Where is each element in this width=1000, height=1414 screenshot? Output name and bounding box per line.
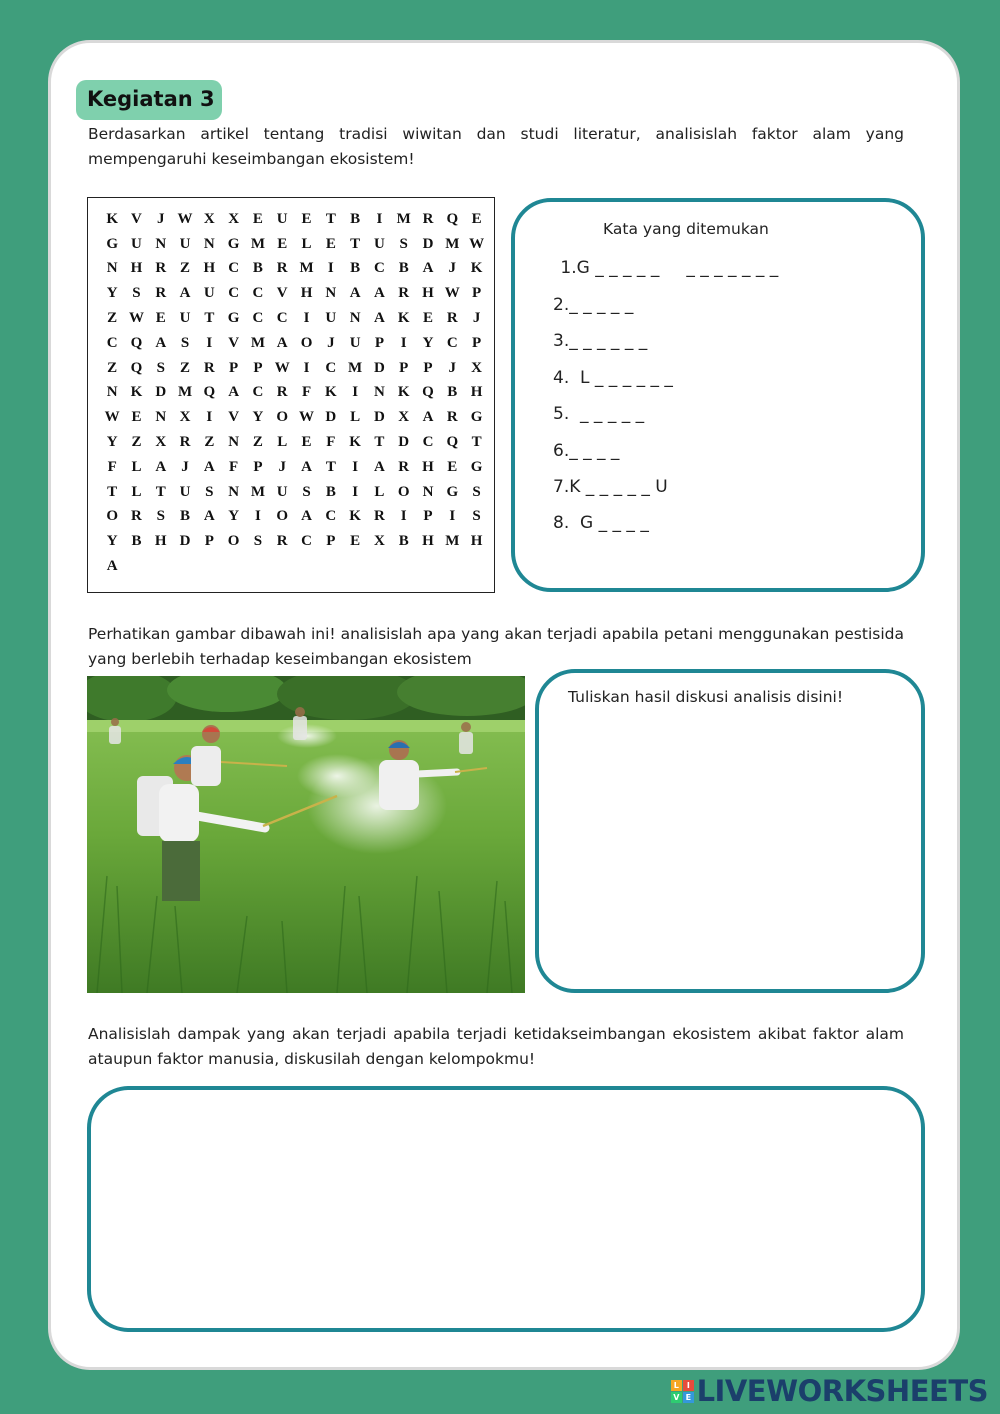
grid-letter[interactable]: I — [327, 260, 334, 277]
word-search-grid[interactable] — [100, 207, 486, 579]
grid-letter[interactable]: K — [397, 310, 410, 327]
grid-letter[interactable]: N — [373, 384, 385, 401]
found-word-8[interactable]: 8. G _ _ _ _ — [553, 513, 649, 533]
grid-letter[interactable]: B — [180, 508, 191, 525]
grid-letter[interactable]: Z — [252, 434, 263, 451]
grid-letter[interactable]: M — [445, 235, 460, 252]
grid-letter[interactable]: D — [373, 359, 385, 376]
grid-letter[interactable]: J — [448, 260, 457, 277]
grid-letter[interactable]: L — [374, 483, 385, 500]
grid-letter[interactable]: G — [446, 483, 459, 500]
grid-letter[interactable]: S — [302, 483, 311, 500]
grid-letter[interactable]: M — [348, 359, 363, 376]
grid-letter[interactable]: E — [350, 533, 361, 550]
grid-letter[interactable]: E — [301, 210, 312, 227]
grid-letter[interactable]: W — [177, 210, 193, 227]
grid-letter[interactable]: Q — [422, 384, 434, 401]
grid-letter[interactable]: M — [250, 235, 266, 252]
grid-letter[interactable]: E — [131, 409, 142, 426]
found-word-1[interactable]: 1.G _ _ _ _ _ _ _ _ _ _ _ _ — [555, 258, 779, 278]
instruction-pesticide: Perhatikan gambar dibawah ini! analisislah apa yang akan terjadi apabila petani menggunakan pestisida yang berlebih terhadap keseimbangan ekosistem — [88, 625, 904, 668]
grid-letter[interactable]: K — [130, 384, 143, 401]
grid-letter[interactable]: B — [350, 210, 361, 227]
activity-title: Kegiatan 3 — [76, 80, 222, 120]
grid-letter[interactable]: T — [325, 210, 336, 227]
grid-letter[interactable]: Y — [106, 434, 118, 451]
found-word-7[interactable]: 7.K _ _ _ _ _ U — [553, 477, 668, 497]
grid-letter[interactable]: Q — [446, 434, 459, 451]
grid-letter[interactable]: N — [106, 384, 118, 401]
grid-letter[interactable]: E — [252, 210, 263, 227]
grid-letter[interactable]: R — [398, 285, 410, 302]
grid-letter[interactable]: U — [349, 334, 361, 351]
grid-letter[interactable]: F — [326, 434, 336, 451]
grid-letter[interactable]: Q — [203, 384, 216, 401]
grid-letter[interactable]: Y — [228, 508, 240, 525]
grid-letter[interactable]: T — [325, 458, 336, 475]
grid-letter[interactable]: T — [155, 483, 166, 500]
grid-letter[interactable]: S — [132, 285, 141, 302]
grid-letter[interactable]: L — [301, 235, 312, 252]
grid-letter[interactable]: I — [206, 409, 213, 426]
grid-letter[interactable]: T — [204, 310, 215, 327]
grid-letter[interactable]: X — [398, 409, 410, 426]
grid-letter[interactable]: I — [303, 359, 310, 376]
grid-letter[interactable]: N — [155, 409, 167, 426]
grid-letter[interactable]: R — [398, 458, 410, 475]
grid-letter[interactable]: S — [205, 483, 214, 500]
grid-letter[interactable]: O — [300, 334, 313, 351]
grid-letter[interactable]: C — [252, 285, 264, 302]
grid-letter[interactable]: N — [228, 483, 240, 500]
grid-letter[interactable]: A — [373, 310, 385, 327]
grid-letter[interactable]: X — [203, 210, 215, 227]
grid-letter[interactable]: O — [227, 533, 240, 550]
grid-letter[interactable]: U — [179, 310, 191, 327]
grid-letter[interactable]: D — [398, 434, 410, 451]
grid-letter[interactable]: N — [325, 285, 337, 302]
grid-letter[interactable]: C — [301, 533, 312, 550]
logo-cube-letter: V — [671, 1392, 682, 1403]
impact-answer-box[interactable] — [87, 1086, 925, 1332]
grid-letter[interactable]: W — [128, 310, 144, 327]
grid-letter[interactable]: H — [422, 533, 434, 550]
grid-letter[interactable]: P — [423, 359, 433, 376]
grid-letter[interactable]: T — [107, 483, 118, 500]
grid-letter[interactable]: G — [106, 235, 118, 252]
grid-letter[interactable]: U — [325, 310, 337, 327]
grid-letter[interactable]: A — [179, 285, 191, 302]
grid-letter[interactable]: G — [470, 409, 483, 426]
grid-letter[interactable]: E — [325, 235, 336, 252]
grid-letter[interactable]: C — [325, 508, 337, 525]
grid-letter[interactable]: K — [349, 434, 361, 451]
grid-letter[interactable]: U — [373, 235, 385, 252]
word-search-puzzle — [87, 197, 495, 593]
grid-letter[interactable]: D — [155, 384, 167, 401]
grid-letter[interactable]: H — [470, 533, 483, 550]
grid-letter[interactable]: E — [471, 210, 482, 227]
grid-letter[interactable]: Z — [107, 359, 118, 376]
grid-letter[interactable]: F — [229, 458, 239, 475]
grid-letter[interactable]: R — [276, 260, 288, 277]
grid-letter[interactable]: G — [227, 310, 240, 327]
grid-letter[interactable]: J — [278, 458, 286, 475]
grid-letter[interactable]: S — [156, 359, 165, 376]
logo-cube-letter: I — [683, 1380, 694, 1391]
grid-letter[interactable]: J — [472, 310, 481, 327]
grid-letter[interactable]: B — [131, 533, 142, 550]
grid-letter[interactable]: A — [106, 558, 118, 575]
grid-letter[interactable]: B — [398, 260, 409, 277]
grid-letter[interactable]: Z — [107, 310, 118, 327]
liveworksheets-logo — [671, 1374, 988, 1408]
grid-letter[interactable]: V — [228, 409, 240, 426]
grid-letter[interactable]: C — [106, 334, 118, 351]
grid-letter[interactable]: G — [470, 458, 483, 475]
grid-letter[interactable]: S — [399, 235, 408, 252]
grid-letter[interactable]: H — [300, 285, 313, 302]
grid-letter[interactable]: P — [204, 533, 214, 550]
grid-letter[interactable]: E — [301, 434, 312, 451]
grid-letter[interactable]: T — [471, 434, 482, 451]
grid-letter[interactable]: I — [376, 210, 383, 227]
grid-letter[interactable]: R — [155, 285, 167, 302]
grid-letter[interactable]: C — [373, 260, 385, 277]
grid-letter[interactable]: M — [250, 483, 266, 500]
grid-letter[interactable]: K — [397, 384, 410, 401]
grid-letter[interactable]: A — [301, 508, 312, 525]
grid-letter[interactable]: J — [448, 359, 457, 376]
grid-letter[interactable]: P — [326, 533, 336, 550]
grid-letter[interactable]: P — [253, 458, 263, 475]
grid-letter[interactable]: H — [422, 285, 434, 302]
grid-letter[interactable]: H — [130, 260, 143, 277]
grid-letter[interactable]: P — [399, 359, 409, 376]
found-word-2[interactable]: 2._ _ _ _ _ — [553, 295, 634, 315]
grid-letter[interactable]: V — [228, 334, 240, 351]
grid-letter[interactable]: B — [447, 384, 458, 401]
grid-letter[interactable]: S — [180, 334, 190, 351]
grid-letter[interactable]: O — [276, 409, 289, 426]
grid-letter[interactable]: L — [131, 483, 142, 500]
grid-letter[interactable]: A — [349, 285, 361, 302]
grid-letter[interactable]: I — [400, 508, 407, 525]
grid-letter[interactable]: U — [179, 483, 191, 500]
grid-letter[interactable]: B — [252, 260, 263, 277]
found-word-5[interactable]: 5. _ _ _ _ _ — [553, 404, 645, 424]
grid-letter[interactable]: Q — [130, 359, 143, 376]
grid-letter[interactable]: S — [253, 533, 263, 550]
grid-letter[interactable]: I — [449, 508, 456, 525]
grid-letter[interactable]: P — [229, 359, 239, 376]
grid-letter[interactable]: Y — [106, 285, 118, 302]
grid-letter[interactable]: D — [325, 409, 337, 426]
grid-letter[interactable]: J — [327, 334, 335, 351]
grid-letter[interactable]: C — [422, 434, 434, 451]
grid-letter[interactable]: U — [276, 483, 288, 500]
grid-letter[interactable]: W — [299, 409, 315, 426]
grid-letter[interactable]: Q — [446, 210, 459, 227]
grid-letter[interactable]: H — [470, 384, 483, 401]
grid-letter[interactable]: T — [374, 434, 385, 451]
logo-cube-letter: L — [671, 1380, 682, 1391]
grid-letter[interactable]: W — [104, 409, 120, 426]
grid-letter[interactable]: M — [299, 260, 314, 277]
grid-letter[interactable]: C — [228, 285, 240, 302]
grid-letter[interactable]: C — [252, 310, 264, 327]
grid-letter[interactable]: Z — [131, 434, 142, 451]
grid-letter[interactable]: O — [106, 508, 118, 525]
grid-letter[interactable]: R — [422, 210, 434, 227]
grid-letter[interactable]: T — [350, 235, 361, 252]
grid-letter[interactable]: W — [469, 235, 485, 252]
grid-letter[interactable]: P — [374, 334, 384, 351]
grid-letter[interactable]: C — [252, 384, 264, 401]
grid-letter[interactable]: R — [276, 533, 288, 550]
grid-letter[interactable]: P — [472, 285, 482, 302]
found-word-3[interactable]: 3._ _ _ _ _ _ — [553, 331, 648, 351]
grid-letter[interactable]: M — [250, 334, 266, 351]
grid-letter[interactable]: H — [422, 458, 434, 475]
grid-letter[interactable]: A — [373, 285, 385, 302]
grid-letter[interactable]: E — [277, 235, 288, 252]
grid-letter[interactable]: R — [155, 260, 167, 277]
grid-letter[interactable]: R — [276, 384, 288, 401]
grid-letter[interactable]: I — [352, 483, 359, 500]
grid-letter[interactable]: U — [179, 235, 191, 252]
grid-letter[interactable]: N — [155, 235, 167, 252]
grid-letter[interactable]: R — [446, 409, 458, 426]
grid-letter[interactable]: P — [253, 359, 263, 376]
found-words-box[interactable] — [511, 198, 925, 592]
grid-letter[interactable]: A — [276, 334, 288, 351]
grid-letter[interactable]: W — [444, 285, 460, 302]
grid-letter[interactable]: X — [155, 434, 167, 451]
grid-letter[interactable]: L — [277, 434, 288, 451]
grid-letter[interactable]: B — [325, 483, 336, 500]
grid-letter[interactable]: Q — [130, 334, 143, 351]
grid-letter[interactable]: R — [179, 434, 191, 451]
grid-letter[interactable]: C — [446, 334, 458, 351]
found-words-title: Kata yang ditemukan — [603, 220, 769, 238]
logo-text: LIVEWORKSHEETS — [696, 1374, 988, 1408]
grid-letter[interactable]: Y — [422, 334, 434, 351]
grid-letter[interactable]: G — [227, 235, 240, 252]
grid-letter[interactable]: N — [203, 235, 215, 252]
grid-letter[interactable]: I — [352, 384, 359, 401]
grid-letter[interactable]: A — [203, 458, 215, 475]
grid-letter[interactable]: X — [179, 409, 191, 426]
grid-letter[interactable]: E — [423, 310, 434, 327]
grid-letter[interactable]: I — [400, 334, 407, 351]
grid-letter[interactable]: J — [156, 210, 165, 227]
grid-letter[interactable]: R — [373, 508, 385, 525]
grid-letter[interactable]: K — [349, 508, 361, 525]
grid-letter[interactable]: S — [472, 483, 481, 500]
grid-letter[interactable]: A — [301, 458, 312, 475]
grid-letter[interactable]: U — [131, 235, 142, 252]
grid-letter[interactable]: I — [206, 334, 213, 351]
grid-letter[interactable]: D — [422, 235, 434, 252]
grid-letter[interactable]: S — [472, 508, 481, 525]
grid-letter[interactable]: E — [447, 458, 458, 475]
grid-letter[interactable]: J — [181, 458, 189, 475]
grid-letter[interactable]: Z — [204, 434, 215, 451]
grid-letter[interactable]: X — [471, 359, 483, 376]
grid-letter[interactable]: R — [131, 508, 142, 525]
grid-letter[interactable]: A — [203, 508, 215, 525]
grid-letter[interactable]: Y — [106, 533, 118, 550]
grid-letter[interactable]: E — [155, 310, 166, 327]
grid-letter[interactable]: D — [373, 409, 385, 426]
grid-letter[interactable]: M — [396, 210, 411, 227]
instruction-impact: Analisislah dampak yang akan terjadi apabila terjadi ketidakseimbangan ekosistem akibat faktor alam ataupun faktor manusia, diskusilah dengan kelompokmu! — [88, 1025, 904, 1068]
grid-letter[interactable]: N — [228, 434, 240, 451]
grid-letter[interactable]: M — [445, 533, 460, 550]
grid-letter[interactable]: M — [177, 384, 193, 401]
grid-letter[interactable]: D — [179, 533, 191, 550]
grid-letter[interactable]: X — [228, 210, 240, 227]
grid-letter[interactable]: Z — [180, 260, 191, 277]
grid-letter[interactable]: L — [350, 409, 361, 426]
grid-letter[interactable]: C — [276, 310, 288, 327]
grid-letter[interactable]: Y — [252, 409, 264, 426]
grid-letter[interactable]: A — [422, 260, 434, 277]
grid-letter[interactable]: N — [349, 310, 361, 327]
grid-letter[interactable]: V — [276, 285, 288, 302]
grid-letter[interactable]: A — [422, 409, 434, 426]
grid-letter[interactable]: A — [373, 458, 385, 475]
discussion-answer-box[interactable] — [535, 669, 925, 993]
discussion-label: Tuliskan hasil diskusi analisis disini! — [568, 688, 844, 706]
grid-letter[interactable]: L — [131, 458, 142, 475]
grid-letter[interactable]: I — [255, 508, 261, 525]
grid-letter[interactable]: W — [274, 359, 290, 376]
grid-letter[interactable]: C — [325, 359, 337, 376]
grid-letter[interactable]: R — [203, 359, 215, 376]
grid-letter[interactable]: P — [423, 508, 433, 525]
grid-letter[interactable]: K — [324, 384, 337, 401]
grid-letter[interactable]: A — [155, 334, 167, 351]
instruction-factors: Berdasarkan artikel tentang tradisi wiwitan dan studi literatur, analisislah faktor alam yang mempengaruhi keseimbangan ekosistem! — [88, 125, 904, 168]
grid-letter[interactable]: Z — [180, 359, 191, 376]
grid-letter[interactable]: F — [301, 384, 312, 401]
found-word-4[interactable]: 4. L _ _ _ _ _ _ — [553, 368, 673, 388]
grid-letter[interactable]: U — [203, 285, 215, 302]
grid-letter[interactable]: I — [303, 310, 310, 327]
grid-letter[interactable]: B — [398, 533, 409, 550]
grid-letter[interactable]: N — [422, 483, 434, 500]
grid-letter[interactable]: H — [203, 260, 216, 277]
grid-letter[interactable]: X — [373, 533, 385, 550]
grid-letter[interactable]: O — [397, 483, 410, 500]
found-word-6[interactable]: 6._ _ _ _ — [553, 441, 620, 461]
grid-letter[interactable]: O — [276, 508, 289, 525]
grid-letter[interactable]: K — [470, 260, 483, 277]
grid-letter[interactable]: N — [106, 260, 118, 277]
grid-letter[interactable]: I — [352, 458, 359, 475]
grid-letter[interactable]: A — [228, 384, 240, 401]
logo-cube-icon — [671, 1380, 694, 1403]
grid-letter[interactable]: K — [106, 210, 118, 227]
grid-letter[interactable]: H — [154, 533, 167, 550]
farmers-spraying-pesticide-photo — [87, 676, 525, 993]
grid-letter[interactable]: A — [155, 458, 167, 475]
grid-letter[interactable]: S — [156, 508, 165, 525]
grid-letter[interactable]: F — [107, 458, 117, 475]
grid-letter[interactable]: U — [276, 210, 288, 227]
grid-letter[interactable]: C — [228, 260, 240, 277]
grid-letter[interactable]: V — [131, 210, 142, 227]
grid-letter[interactable]: R — [446, 310, 458, 327]
grid-letter[interactable]: B — [350, 260, 361, 277]
grid-letter[interactable]: P — [472, 334, 482, 351]
logo-cube-letter: E — [683, 1392, 694, 1403]
